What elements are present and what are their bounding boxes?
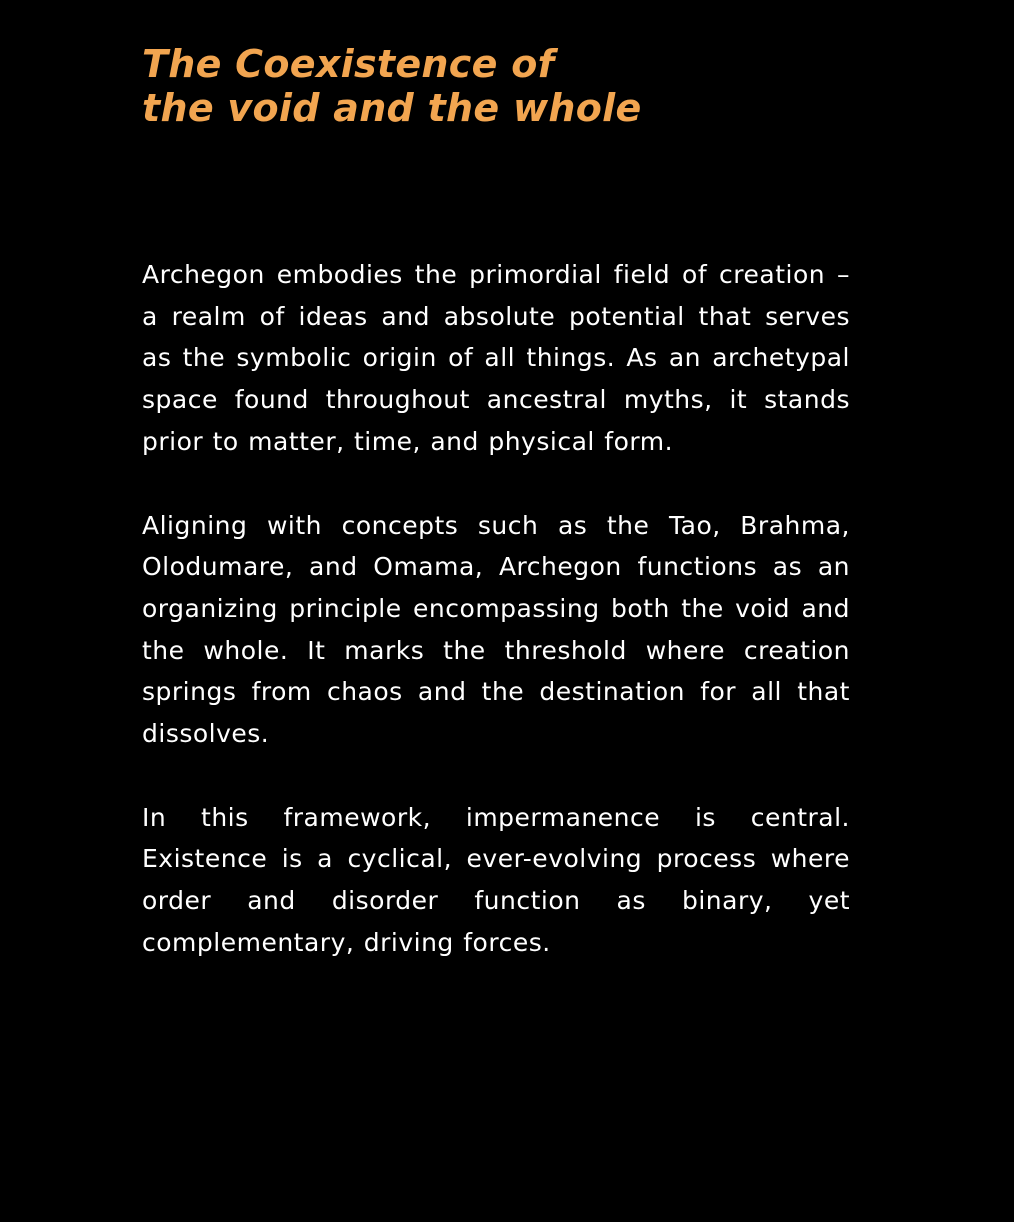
- paragraph-2: Aligning with concepts such as the Tao, Brahma, Olodumare, and Omama, Archegon functions as an organizing principle encompassing both the void and the whole. It marks the threshold where creation springs from chaos and the destination for all that dissolves.: [142, 510, 850, 749]
- document-page: [142, 42, 850, 1006]
- paragraph-1: Archegon embodies the primordial field of creation – a realm of ideas and absolute potential that serves as the symbolic origin of all things. As an archetypal space found throughout ancestral myths, it stands prior to matter, time, and physical form.: [142, 260, 850, 456]
- body-text: [142, 254, 850, 964]
- title-line-2: the void and the whole: [142, 86, 642, 130]
- page-title: [142, 42, 850, 130]
- paragraph-3: In this framework, impermanence is central. Existence is a cyclical, ever-evolving process where order and disorder function as binary, yet complementary, driving forces.: [142, 802, 850, 957]
- title-line-1: The Coexistence of: [142, 42, 555, 86]
